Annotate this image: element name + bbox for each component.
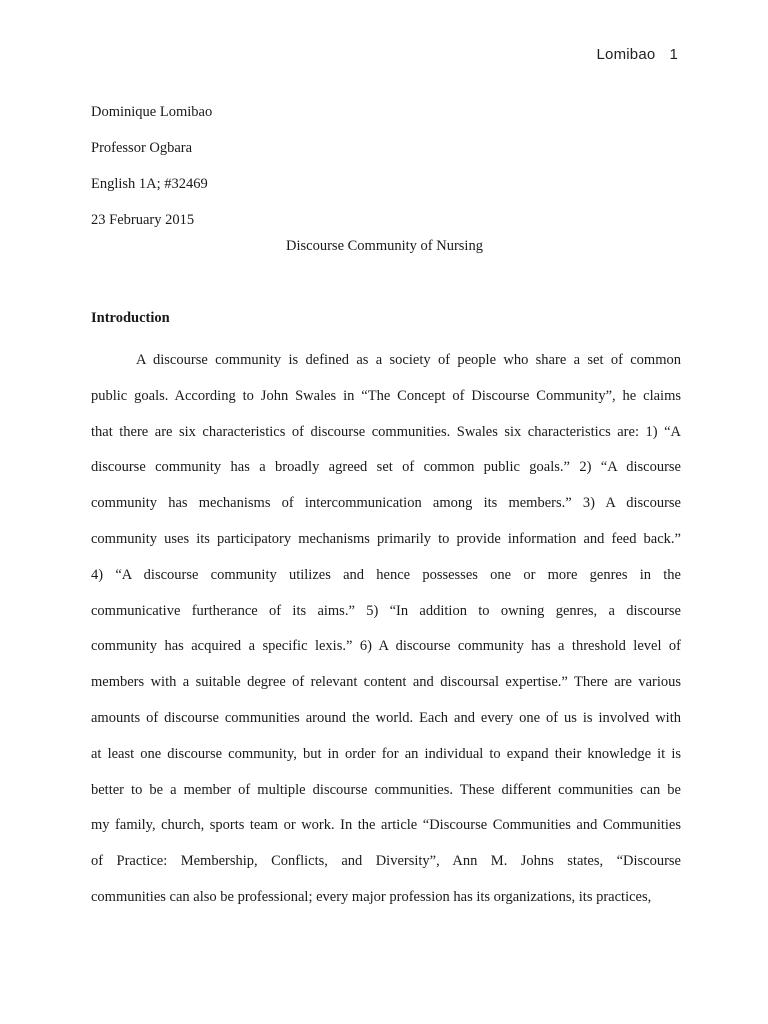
body-line: discourse community has a broadly agreed set of common public goals.” 2) “A discourse [91, 459, 681, 476]
body-line: community has acquired a specific lexis.” 6) A discourse community has a threshold level of [91, 638, 681, 655]
mla-heading-block [91, 94, 681, 238]
student-name: Dominique Lomibao [91, 104, 213, 120]
body-line: my family, church, sports team or work. In the article “Discourse Communities and Communities [91, 817, 681, 834]
body-line: communicative furtherance of its aims.” 5) “In addition to owning genres, a discourse [91, 602, 681, 619]
document-date: 23 February 2015 [91, 212, 195, 228]
section-heading-introduction: Introduction [91, 310, 170, 326]
header-author-surname: Lomibao [596, 46, 656, 63]
header-page-number: 1 [669, 46, 678, 63]
professor-name: Professor Ogbara [91, 140, 193, 156]
body-line: public goals. According to John Swales in “The Concept of Discourse Community”, he claims [91, 387, 681, 404]
course-info: English 1A; #32469 [91, 176, 208, 192]
running-header [597, 46, 679, 63]
body-paragraph [91, 343, 681, 916]
body-line: community uses its participatory mechanisms primarily to provide information and feed back.” [91, 530, 681, 547]
document-title: Discourse Community of Nursing [286, 238, 483, 254]
body-line: amounts of discourse communities around the world. Each and every one of us is involved with [91, 709, 681, 726]
body-line: better to be a member of multiple discourse communities. These different communities can be [91, 781, 681, 798]
body-line: A discourse community is defined as a society of people who share a set of common [136, 352, 681, 368]
body-line: that there are six characteristics of discourse communities. Swales six characteristics are: 1) “A [91, 423, 681, 440]
body-line: at least one discourse community, but in order for an individual to expand their knowledge it is [91, 745, 681, 762]
body-line: community has mechanisms of intercommunication among its members.” 3) A discourse [91, 495, 681, 512]
body-line: 4) “A discourse community utilizes and hence possesses one or more genres in the [91, 566, 681, 583]
body-line: of Practice: Membership, Conflicts, and Diversity”, Ann M. Johns states, “Discourse [91, 853, 681, 870]
body-line: communities can also be professional; every major profession has its organizations, its practices, [91, 888, 652, 905]
body-line: members with a suitable degree of relevant content and discoursal expertise.” There are various [91, 674, 681, 691]
